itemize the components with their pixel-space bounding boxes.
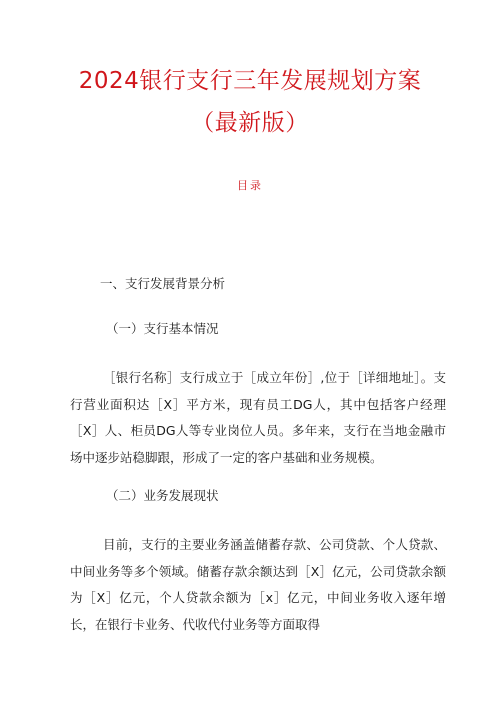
subsection-heading: （一）支行基本情况 [106,321,219,336]
table-of-contents-label: 目录 [237,179,263,192]
document-subtitle: （最新版） [191,110,309,136]
document-title: 2024银行支行三年发展规划方案 [78,68,422,94]
section-heading: 一、支行发展背景分析 [100,276,226,291]
subsection-heading: （二）业务发展现状 [106,488,219,503]
body-paragraph: ［银行名称］支行成立于［成立年份］,位于［详细地址］。支行营业面积达［X］平方米，现有员工DG人，其中包括客户经理［X］人、柜员DG人等专业岗位人员。多年来，支行在当地金融市场中逐步站稳脚跟，形成了一定的客户基础和业务规模。 [70,370,446,465]
body-paragraph: 目前，支行的主要业务涵盖储蓄存款、公司贷款、个人贷款、中间业务等多个领域。储蓄存款余额达到［X］亿元，公司贷款余额为［X］亿元，个人贷款余额为［x］亿元，中间业务收入逐年增长，在银行卡业务、代收代付业务等方面取得 [70,537,446,632]
